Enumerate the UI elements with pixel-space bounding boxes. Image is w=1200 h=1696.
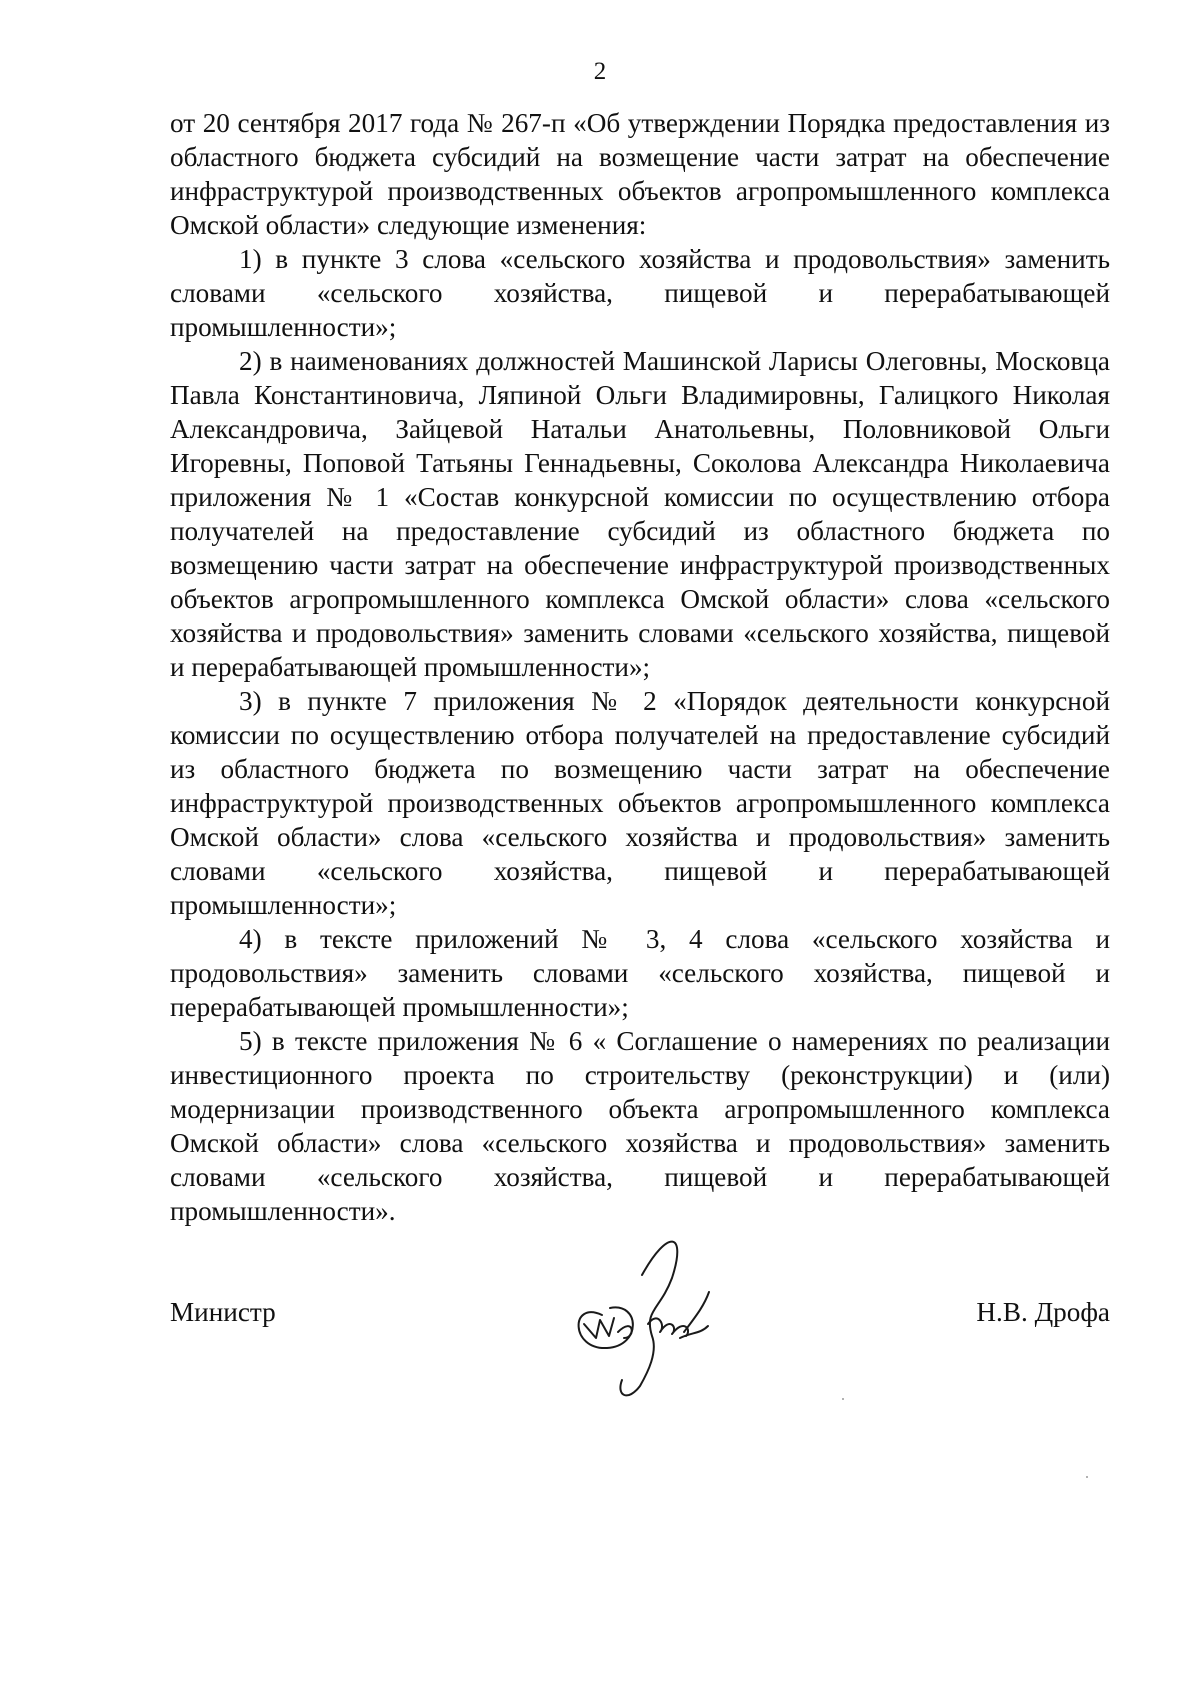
paragraph-intro: от 20 сентября 2017 года № 267-п «Об утверждении Порядка предоставления из областного бюджета субсидий на возмещение части затрат на обеспечение инфраструктурой производственных объектов агропромышленного комплекса Омской области» следующие изменения: [170,108,1110,240]
paragraph-item-4: 4) в тексте приложений № 3, 4 слова «сельского хозяйства и продовольствия» заменить словами «сельского хозяйства, пищевой и перерабатывающей промышленности»; [170,924,1110,1022]
signer-position: Министр [170,1297,276,1327]
scan-speck [1086,1476,1088,1478]
paragraph-item-2: 2) в наименованиях должностей Машинской Ларисы Олеговны, Московца Павла Константиновича, Ляпиной Ольги Владимировны, Галицкого Николая Александровича, Зайцевой Натальи Анатольевны, Половниковой Ольги Игоревны, Поповой Татьяны Геннадьевны, Соколова Александра Николаевича приложения № 1 «Состав конкурсной комиссии по осуществлению отбора получателей на предоставление субсидий из областного бюджета по возмещению части затрат на обеспечение инфраструктурой производственных объектов агропромышленного комплекса Омской области» слова «сельского хозяйства и продовольствия» заменить словами «сельского хозяйства, пищевой и перерабатывающей промышленности»; [170,346,1110,682]
handwritten-signature [562,1220,727,1410]
signer-name: Н.В. Дрофа [976,1297,1110,1327]
paragraph-item-1: 1) в пункте 3 слова «сельского хозяйства и продовольствия» заменить словами «сельского хозяйства, пищевой и перерабатывающей промышленности»; [170,244,1110,342]
page-number: 2 [593,58,607,85]
scan-speck [842,1398,844,1400]
document-body [170,106,1110,1228]
paragraph-item-5: 5) в тексте приложения № 6 « Соглашение о намерениях по реализации инвестиционного проекта по строительству (реконструкции) и (или) модернизации производственного объекта агропромышленного комплекса Омской области» слова «сельского хозяйства и продовольствия» заменить словами «сельского хозяйства, пищевой и перерабатывающей промышленности». [170,1026,1110,1226]
paragraph-item-3: 3) в пункте 7 приложения № 2 «Порядок деятельности конкурсной комиссии по осуществлению отбора получателей на предоставление субсидий из областного бюджета по возмещению части затрат на обеспечение инфраструктурой производственных объектов агропромышленного комплекса Омской области» слова «сельского хозяйства и продовольствия» заменить словами «сельского хозяйства, пищевой и перерабатывающей промышленности»; [170,686,1110,920]
